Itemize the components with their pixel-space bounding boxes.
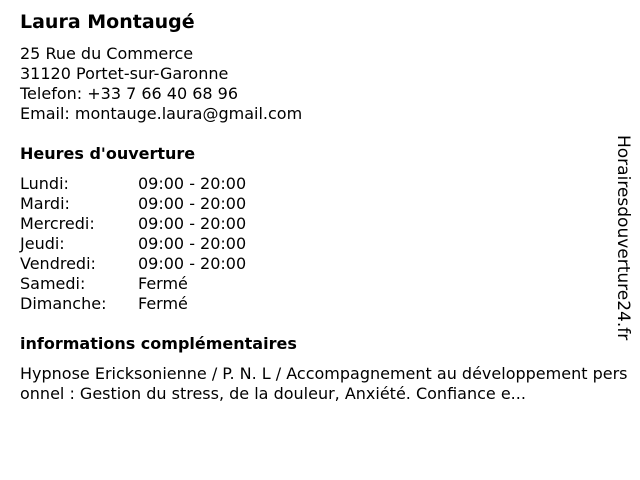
additional-info-title: informations complémentaires [20,334,297,353]
contact-block [20,44,302,124]
day-label: Dimanche: [20,294,107,313]
day-label: Mercredi: [20,214,95,233]
day-label: Jeudi: [20,234,65,253]
site-watermark: Horairesdouverture24.fr [613,135,633,341]
day-hours: 09:00 - 20:00 [138,254,247,273]
day-hours: Fermé [138,274,188,293]
hours-row-friday [20,254,246,274]
hours-row-wednesday [20,214,246,234]
phone-number: Telefon: +33 7 66 40 68 96 [20,84,239,103]
opening-hours-title: Heures d'ouverture [20,144,196,163]
day-hours: 09:00 - 20:00 [138,214,247,233]
email-address: Email: montauge.laura@gmail.com [20,104,303,123]
day-label: Vendredi: [20,254,96,273]
day-hours: 09:00 - 20:00 [138,194,247,213]
hours-row-saturday [20,274,246,294]
hours-row-tuesday [20,194,246,214]
day-label: Mardi: [20,194,70,213]
address-city: 31120 Portet-sur-Garonne [20,64,229,83]
day-label: Samedi: [20,274,86,293]
day-hours: Fermé [138,294,188,313]
hours-row-monday [20,174,246,194]
address-street: 25 Rue du Commerce [20,44,194,63]
opening-hours-list [20,174,246,314]
business-name: Laura Montaugé [20,11,195,33]
day-hours: 09:00 - 20:00 [138,234,247,253]
day-hours: 09:00 - 20:00 [138,174,247,193]
hours-row-thursday [20,234,246,254]
day-label: Lundi: [20,174,69,193]
hours-row-sunday [20,294,246,314]
additional-info-text: Hypnose Ericksonienne / P. N. L / Accompagnement au développement personnel : Gestion du stress, de la douleur, Anxiété. Confiance e... [20,364,628,403]
